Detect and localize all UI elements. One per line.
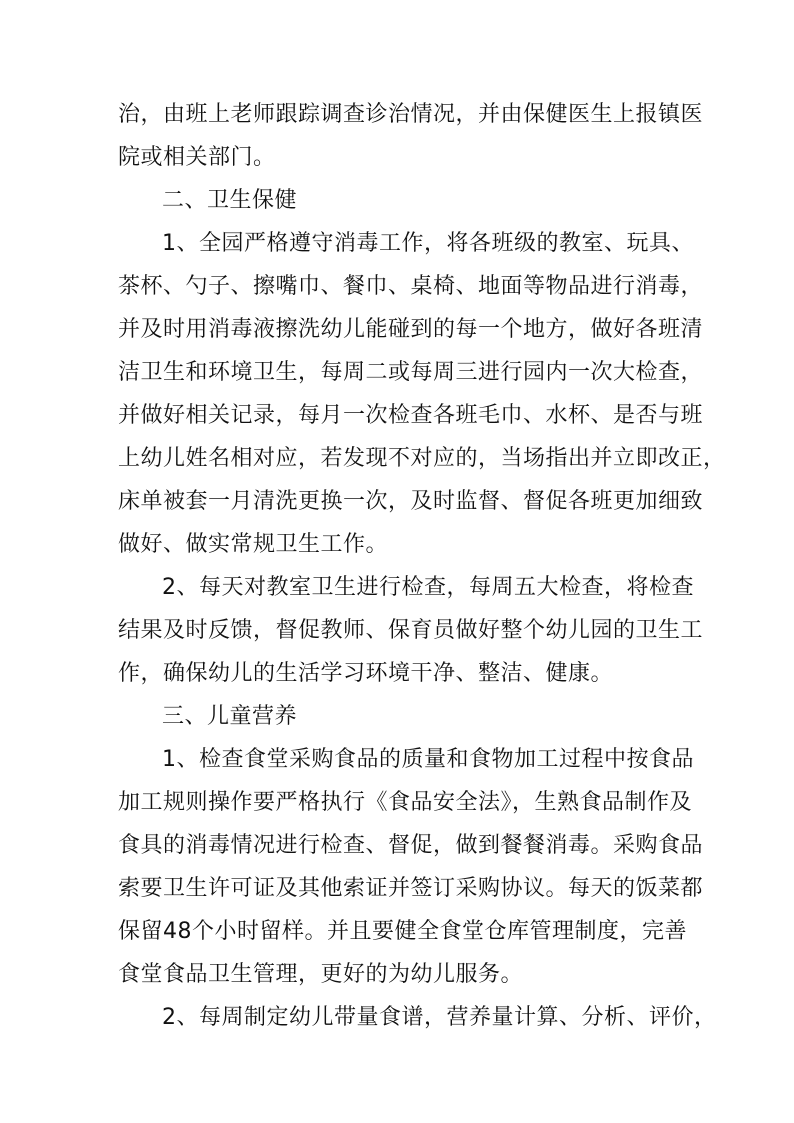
text-line: 食堂食品卫生管理，更好的为幼儿服务。: [118, 962, 524, 987]
text-line: 结果及时反馈，督促教师、保育员做好整个幼儿园的卫生工: [118, 618, 704, 643]
text-line: 上幼儿姓名相对应，若发现不对应的，当场指出并立即改正，: [118, 446, 726, 471]
text-line: 院或相关部门。: [118, 145, 276, 170]
text-line: 并做好相关记录，每月一次检查各班毛巾、水杯、是否与班: [118, 403, 704, 428]
text-line: 食具的消毒情况进行检查、督促，做到餐餐消毒。采购食品: [118, 833, 704, 858]
paragraph-start-line: 2、每天对教室卫生进行检查，每周五大检查，将检查: [162, 575, 694, 600]
text-line: 床单被套一月清洗更换一次，及时监督、督促各班更加细致: [118, 489, 704, 514]
text-line: 茶杯、勺子、擦嘴巾、餐巾、桌椅、地面等物品进行消毒，: [118, 274, 704, 299]
text-line: 做好、做实常规卫生工作。: [118, 532, 389, 557]
text-line: 并及时用消毒液擦洗幼儿能碰到的每一个地方，做好各班清: [118, 317, 704, 342]
text-line: 治，由班上老师跟踪调查诊治情况，并由保健医生上报镇医: [118, 102, 704, 127]
paragraph-start-line: 1、全园严格遵守消毒工作，将各班级的教室、玩具、: [162, 231, 694, 256]
text-line: 作，确保幼儿的生活学习环境干净、整洁、健康。: [118, 661, 614, 686]
text-line: 洁卫生和环境卫生，每周二或每周三进行园内一次大检查，: [118, 360, 704, 385]
section-heading: 三、儿童营养: [162, 704, 298, 729]
text-line: 加工规则操作要严格执行《食品安全法》，生熟食品制作及: [118, 790, 693, 815]
paragraph-start-line: 1、检查食堂采购食品的质量和食物加工过程中按食品: [162, 747, 694, 772]
section-heading: 二、卫生保健: [162, 188, 298, 213]
text-line: 索要卫生许可证及其他索证并签订采购协议。每天的饭菜都: [118, 876, 704, 901]
text-line: 保留48个小时留样。并且要健全食堂仓库管理制度，完善: [118, 919, 687, 944]
paragraph-start-line: 2、每周制定幼儿带量食谱，营养量计算、分析、评价，: [162, 1005, 717, 1030]
